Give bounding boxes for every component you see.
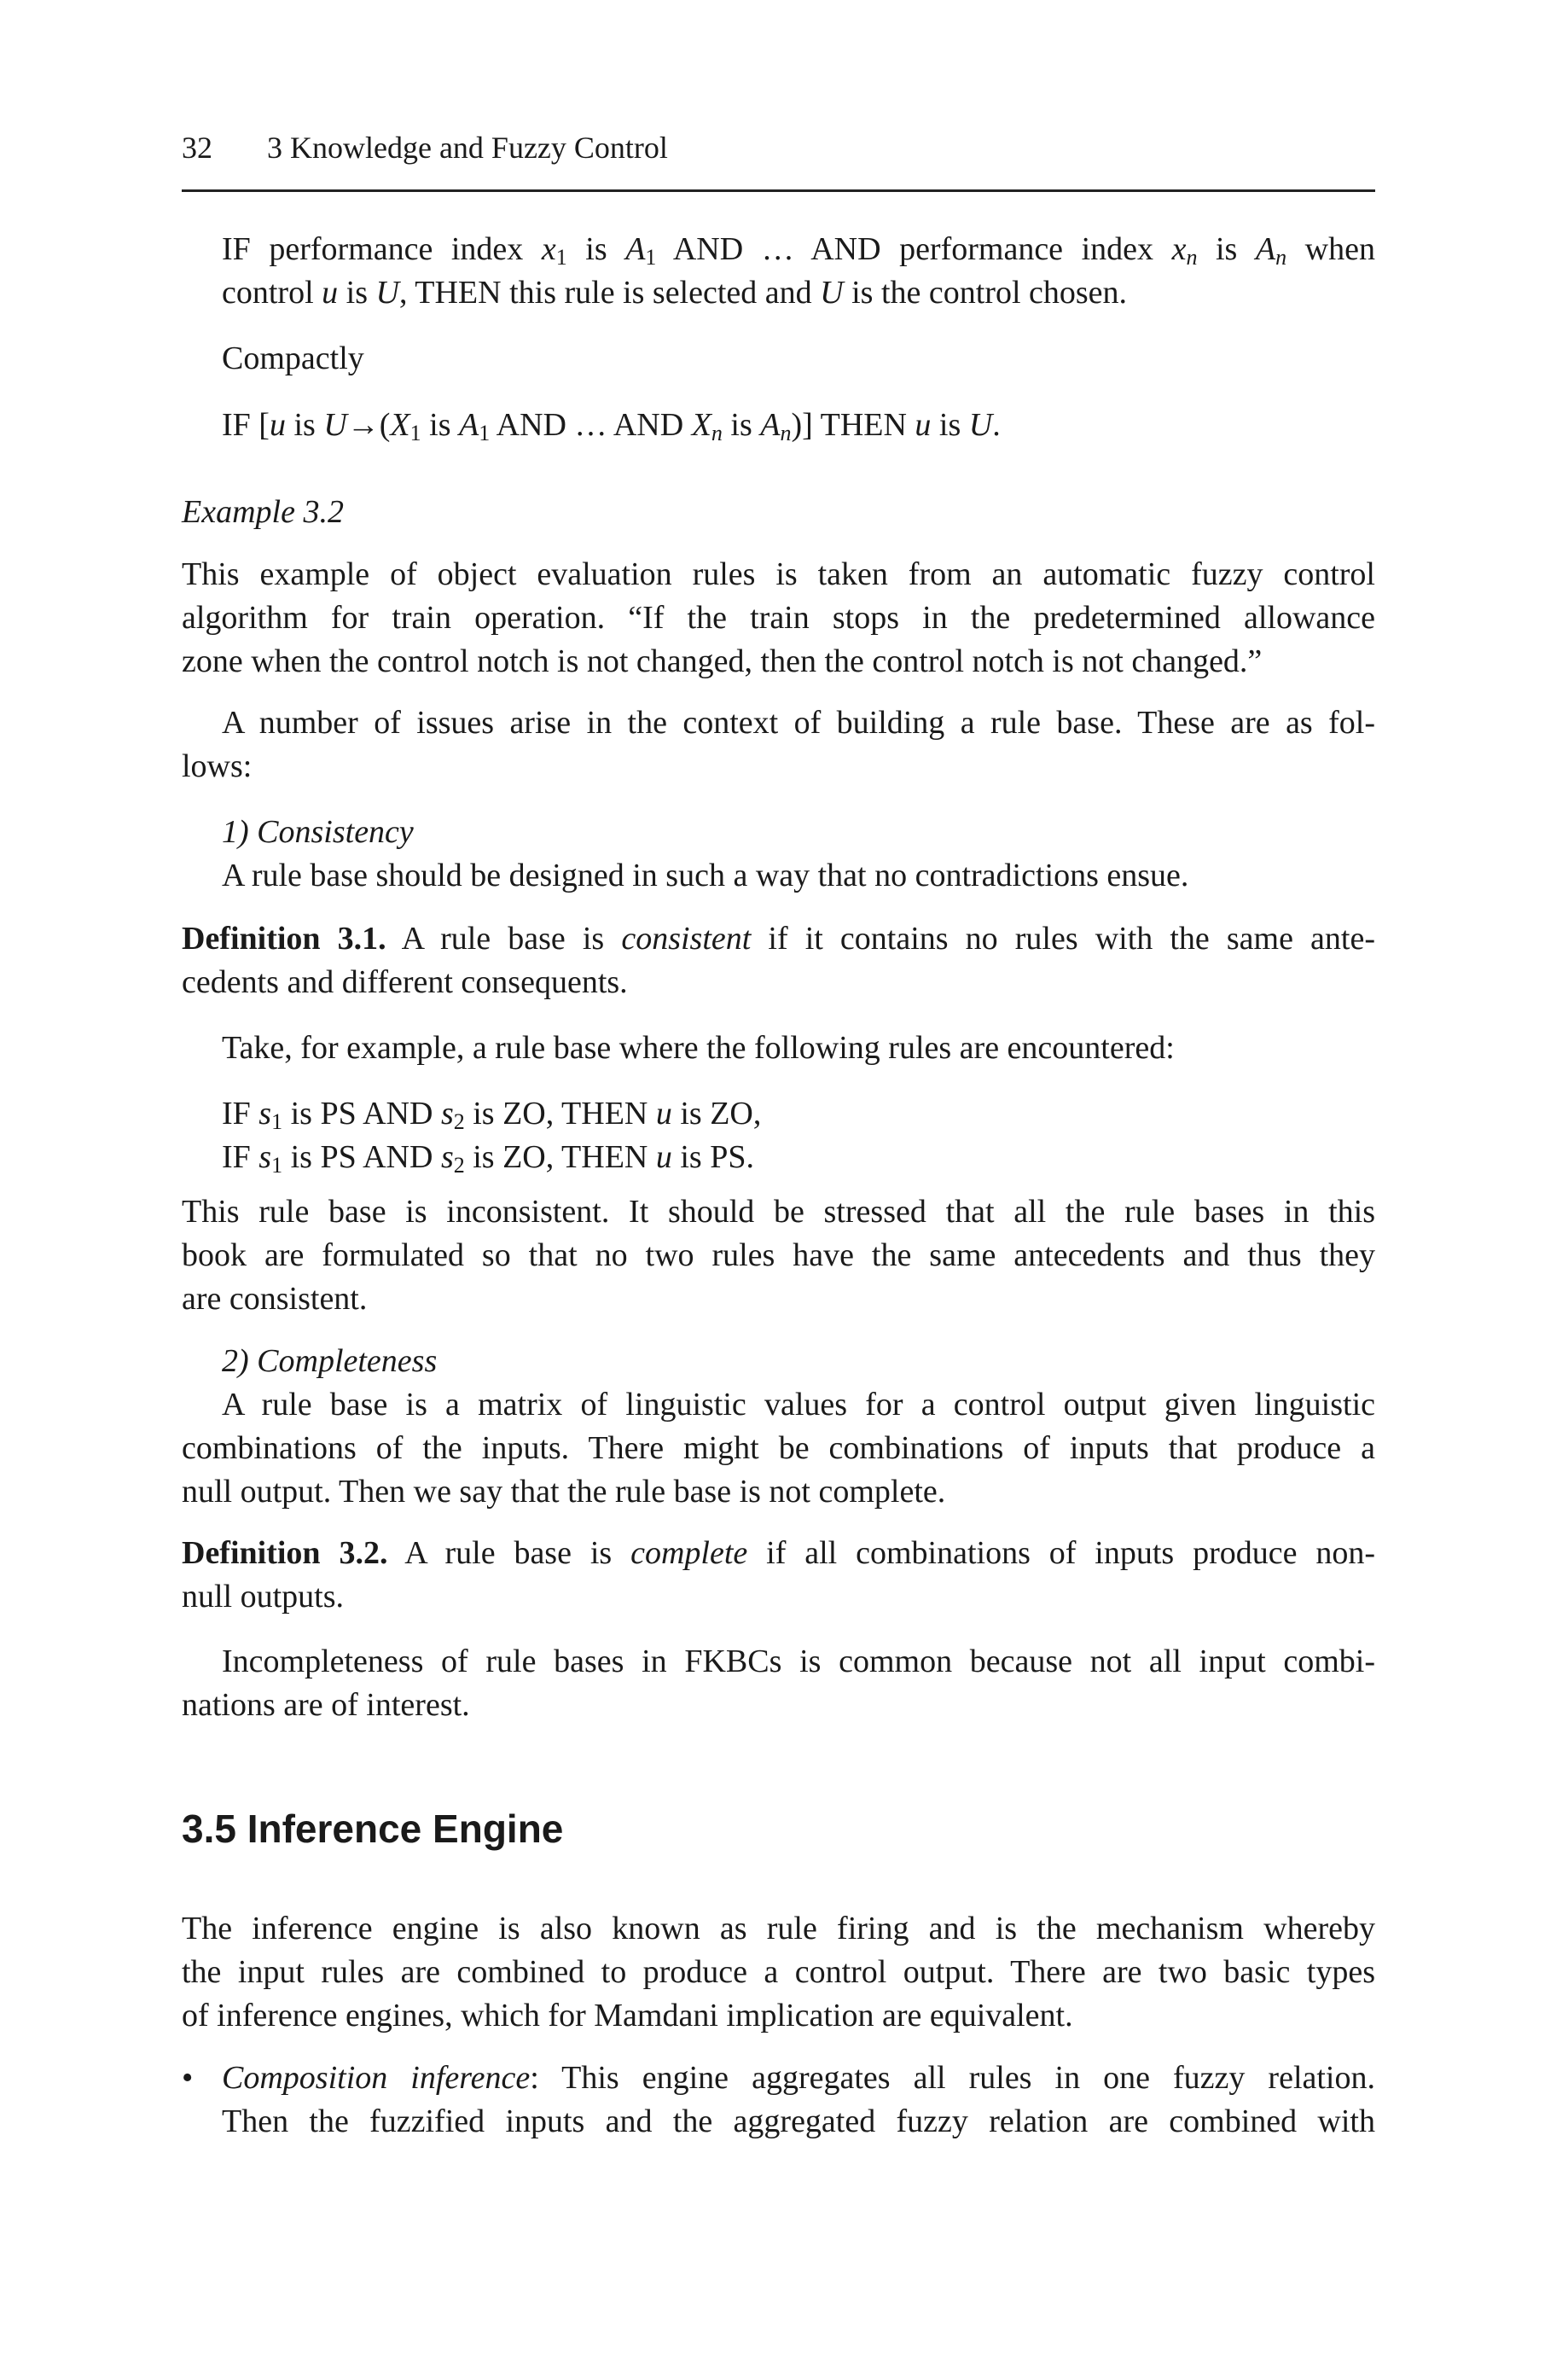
bullet-composition-inference: Composition inference: This engine aggregates all rules in one fuzzy relation. Then the fuzzified inputs and the aggregated fuzzy relation are combined with	[222, 2060, 1375, 2139]
compactly-text: Compactly	[222, 340, 364, 376]
compact-rule: IF [u is $U\to(X_1$ is $A_1$ AND … AND $X_n$ is $A_n$)] THEN u is U.	[222, 407, 1001, 445]
rule-example-1: IF $s_1$ is PS AND $s_2$ is ZO, THEN u is ZO,	[222, 1096, 762, 1134]
example-label: Example 3.2	[182, 494, 344, 530]
definition-3-2: Definition 3.2. A rule base is complete if all combinations of inputs produce non- null outputs.	[182, 1535, 1376, 1615]
rule-block-line-2: control u is U, THEN this rule is selected and U is the control chosen.	[222, 275, 1128, 311]
rule-example-2: IF $s_1$ is PS AND $s_2$ is ZO, THEN u is PS.	[222, 1139, 754, 1178]
incompleteness-paragraph: Incompleteness of rule bases in FKBCs is common because not all input combi- nations are of interest.	[182, 1644, 1375, 1723]
consistency-heading: 1) Consistency	[222, 814, 414, 850]
page-number: 32	[182, 131, 212, 165]
rule-block-line-1: IF performance index $x_1$ is $A_1$ AND … AND performance index $x_n$ is $A_n$ when	[222, 231, 1375, 270]
example-paragraph: This example of object evaluation rules is taken from an automatic fuzzy control algorithm for train operation. “If the train stops in the predetermined allowance zone when the control notch is not changed, then the control notch is not changed.”	[182, 556, 1375, 679]
bullet-symbol: •	[182, 2060, 194, 2096]
inference-paragraph: The inference engine is also known as rule firing and is the mechanism whereby the input rules are combined to produce a control output. There are two basic types of inference engines, which for Mamdani implication are equivalent.	[182, 1911, 1375, 2033]
running-title: 3 Knowledge and Fuzzy Control	[267, 131, 668, 165]
inconsistent-paragraph: This rule base is inconsistent. It should be stressed that all the rule bases in this book are formulated so that no two rules have the same antecedents and thus they are consistent.	[182, 1194, 1375, 1317]
completeness-section: 2) Completeness A rule base is a matrix of linguistic values for a control output given linguistic combinations of the inputs. There might be combinations of inputs that produce a null output. Then we say that the rule base is not complete.	[182, 1340, 1375, 1514]
rules-example	[222, 1092, 1375, 1179]
completeness-heading: 2) Completeness	[222, 1343, 438, 1379]
section-heading: 3.5 Inference Engine	[182, 1807, 564, 1851]
take-example-text: Take, for example, a rule base where the following rules are encountered:	[222, 1030, 1175, 1066]
consistency-text: A rule base should be designed in such a way that no contradictions ensue.	[222, 858, 1189, 893]
issues-paragraph: A number of issues arise in the context of building a rule base. These are as fol- lows:	[182, 705, 1375, 784]
rule-block	[222, 228, 1375, 315]
definition-3-1: Definition 3.1. A rule base is consistent if it contains no rules with the same ante- cedents and different consequents.	[182, 921, 1375, 1000]
consistency-section	[182, 811, 1375, 898]
header-rule	[182, 189, 1375, 192]
